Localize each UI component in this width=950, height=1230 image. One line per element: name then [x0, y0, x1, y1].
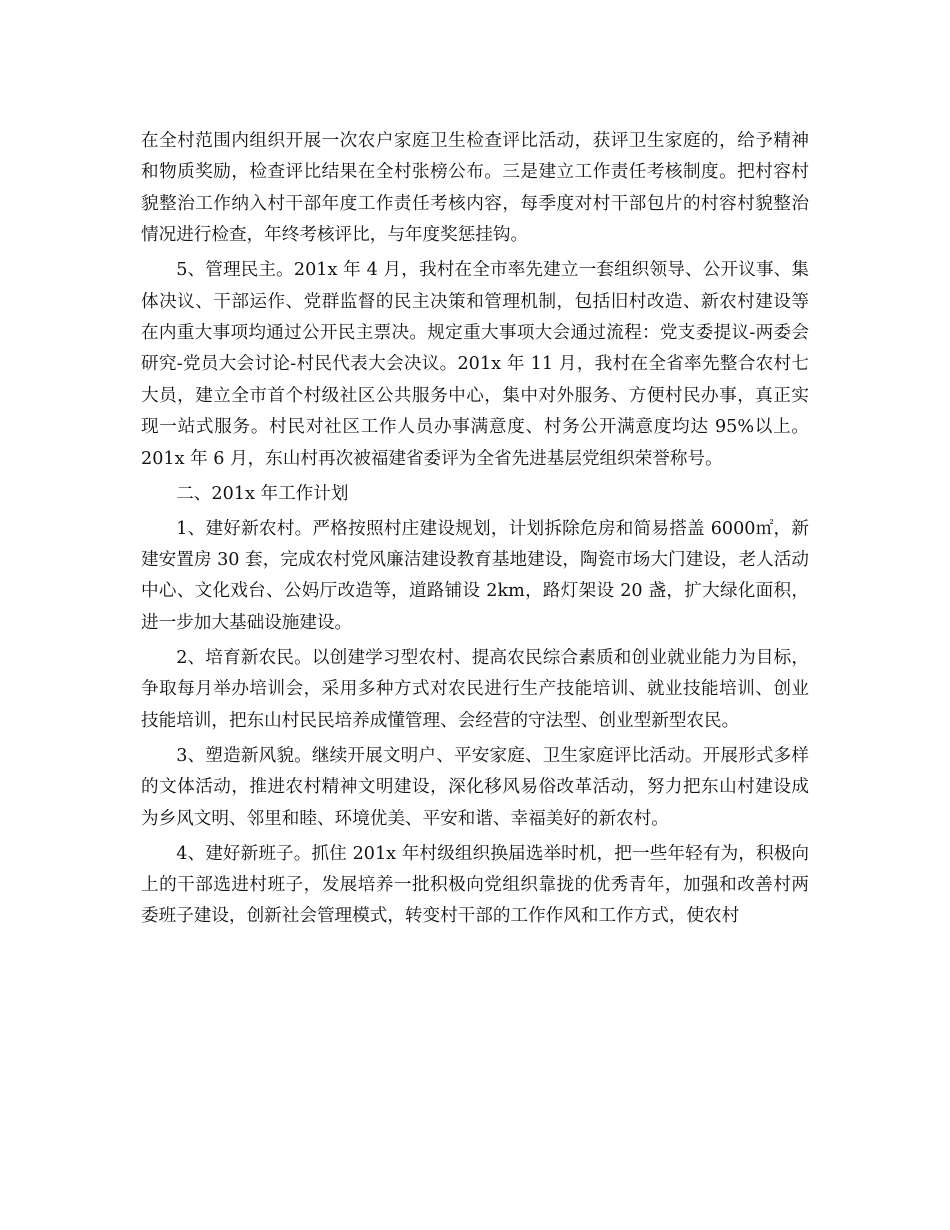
paragraph-continuation: 在全村范围内组织开展一次农户家庭卫生检查评比活动，获评卫生家庭的，给予精神和物质奖励，检查评比结果在全村张榜公布。三是建立工作责任考核制度。把村容村貌整治工作纳入村干部年度工作责任考核内容，每季度对村干部包片的村容村貌整治情况进行检查，年终考核评比，与年度奖惩挂钩。: [141, 131, 809, 246]
document-body: [141, 126, 809, 936]
paragraph-democratic-management: 5、管理民主。201x 年 4 月，我村在全市率先建立一套组织领导、公开议事、集体决议、干部运作、党群监督的民主决策和管理机制，包括旧村改造、新农村建设等在内重大事项均通过公开民主票决。规定重大事项大会通过流程：党支委提议-两委会研究-党员大会讨论-村民代表大会决议。201x 年 11 月，我村在全省率先整合农村七大员，建立全市首个村级社区公共服务中心，集中对外服务、方便村民办事，真正实现一站式服务。村民对社区工作人员办事满意度、村务公开满意度均达 95%以上。201x 年 6 月，东山村再次被福建省委评为全省先进基层党组织荣誉称号。: [141, 260, 809, 469]
paragraph-new-style: 3、塑造新风貌。继续开展文明户、平安家庭、卫生家庭评比活动。开展形式多样的文体活动，推进农村精神文明建设，深化移风易俗改革活动，努力把东山村建设成为乡风文明、邻里和睦、环境优美、平安和谐、幸福美好的新农村。: [141, 745, 809, 829]
paragraph-new-farmers: 2、培育新农民。以创建学习型农村、提高农民综合素质和创业就业能力为目标，争取每月举办培训会，采用多种方式对农民进行生产技能培训、就业技能培训、创业技能培训，把东山村民民培养成懂管理、会经营的守法型、创业型新型农民。: [141, 647, 809, 731]
paragraph-new-team: 4、建好新班子。抓住 201x 年村级组织换届选举时机，把一些年轻有为，积极向上的干部选进村班子，发展培养一批积极向党组织靠拢的优秀青年，加强和改善村两委班子建设，创新社会管理模式，转变村干部的工作作风和工作方式，使农村: [141, 843, 809, 927]
paragraph-new-countryside: 1、建好新农村。严格按照村庄建设规划，计划拆除危房和简易搭盖 6000㎡，新建安置房 30 套，完成农村党风廉洁建设教育基地建设，陶瓷市场大门建设，老人活动中心、文化戏台、公妈厅改造等，道路铺设 2km，路灯架设 20 盏，扩大绿化面积，进一步加大基础设施建设。: [141, 518, 809, 633]
section-heading-work-plan: 二、201x 年工作计划: [176, 483, 349, 504]
